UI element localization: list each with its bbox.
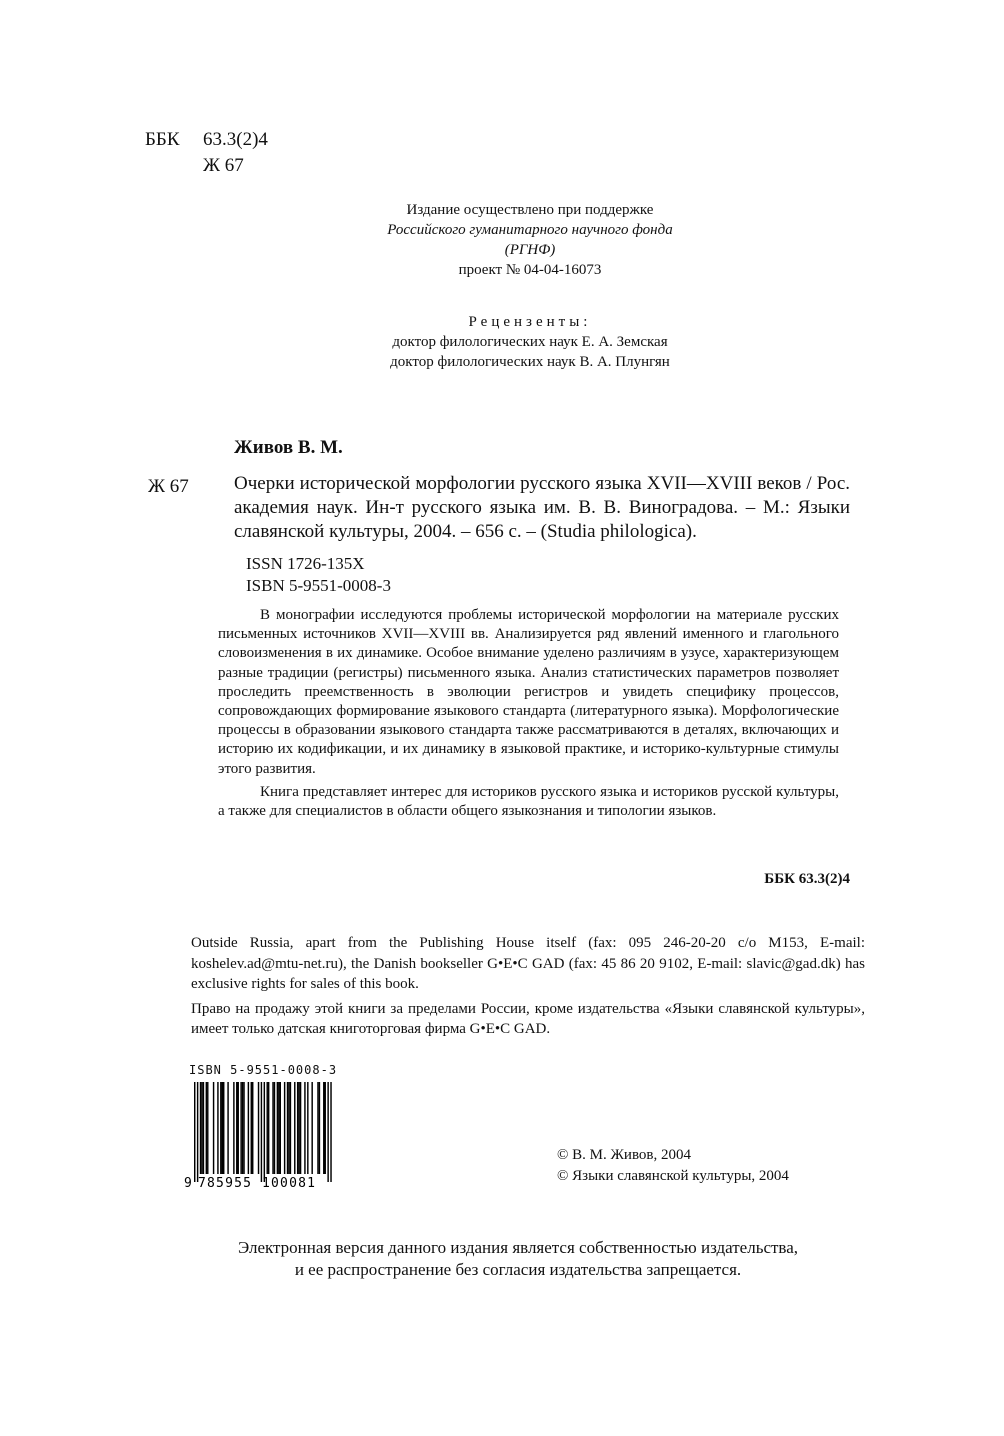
electronic-line-1: Электронная версия данного издания является собственностью издательства, (237, 1238, 799, 1257)
barcode-bar (236, 1082, 237, 1174)
issn: ISSN 1726-135X (246, 554, 365, 573)
barcode-left-digits: 785955 (198, 1176, 253, 1190)
electronic-version-notice (150, 1237, 886, 1281)
funding-foundation: Российского гуманитарного научного фонда (387, 222, 673, 238)
barcode-bar (222, 1082, 223, 1174)
barcode-bar (206, 1082, 207, 1174)
barcode-bar (240, 1082, 241, 1174)
barcode-bar (311, 1082, 312, 1174)
barcode-bar (294, 1082, 295, 1174)
abstract (218, 606, 839, 821)
author-sign-code: Ж 67 (203, 155, 244, 176)
isbn-barcode (183, 1064, 339, 1190)
barcode-bar (200, 1082, 201, 1174)
barcode-isbn-text: ISBN 5-9551-0008-3 (189, 1063, 338, 1077)
abstract-paragraph-2: Книга представляет интерес для историков русского языка и историков русской культуры, а также для специалистов в области общего языкознания и типологии языков. (218, 783, 839, 820)
identifiers (246, 553, 391, 597)
barcode-bar (323, 1082, 324, 1174)
barcode-bar (307, 1082, 308, 1174)
barcode-bar (288, 1082, 289, 1174)
barcode-bar (319, 1082, 320, 1174)
barcode-bar (201, 1082, 202, 1174)
barcode-bar (220, 1082, 221, 1174)
bbk-index-top (145, 127, 268, 179)
barcode-right-digits: 100081 (262, 1176, 317, 1190)
barcode-bar (290, 1082, 291, 1174)
rights-english: Outside Russia, apart from the Publishing House itself (fax: 095 246-20-20 c/o M153, E-mail: koshelev.ad@mtu-net.ru), the Danish bookseller G•E•C GAD (fax: 45 86 20 9102, E-mail: slavic@gad.dk) has exclusive rights for sales of this book. (191, 935, 865, 992)
barcode-bar (284, 1082, 285, 1174)
barcode-bar (268, 1082, 269, 1174)
bbk-code: 63.3(2)4 (203, 129, 268, 150)
copyright-publisher: © Языки славянской культуры, 2004 (557, 1168, 789, 1184)
barcode-bar (300, 1082, 301, 1174)
barcode-bar (223, 1082, 224, 1174)
rights-russian: Право на продажу этой книги за пределами России, кроме издательства «Языки славянской культуры», имеет только датская книготорговая фирма G•E•C GAD. (191, 1000, 865, 1037)
barcode-bars (194, 1082, 332, 1182)
reviewer-1: доктор филологических наук Е. А. Земская (392, 334, 668, 350)
abstract-paragraph-1: В монографии исследуются проблемы исторической морфологии на материале русских письменных источников XVII—XVIII вв. Анализируется ряд явлений именного и глагольного словоизменения в их динамике. Особое внимание уделено различиям в узусе, характеризующем разные традиции (регистры) письменного языка. Анализ статистических параметров позволяет проследить преемственность в эволюции регистров и увидеть специфику процессов, сопровождающих формирование языкового стандарта (литературного языка). Морфологические процессы в образовании языкового стандарта также рассматриваются в деталях, включающих и историю их кодификации, и их динамику в языковой практике, и историко-культурные стимулы этого развития. (218, 607, 839, 777)
barcode-guard-bar (327, 1082, 328, 1182)
bibliographic-description (234, 472, 850, 544)
barcode-bar (258, 1082, 259, 1174)
bib-text: Очерки исторической морфологии русского языка XVII—XVIII веков / Рос. академия наук. Ин-т русского языка им. В. В. Виноградова. – М.: Языки славянской культуры, 2004. – 656 с. – (Studia philologica). (234, 473, 850, 542)
copyright (557, 1145, 789, 1187)
bbk-label: ББК (145, 129, 180, 150)
barcode-bar (267, 1082, 268, 1174)
barcode-bar (298, 1082, 299, 1174)
barcode-guard-bar (194, 1082, 195, 1182)
barcode-bar (278, 1082, 279, 1174)
barcode-guard-bar (261, 1082, 262, 1182)
barcode-bar (238, 1082, 239, 1174)
reviewer-2: доктор филологических наук В. А. Плунгян (390, 354, 670, 370)
barcode-bar (252, 1082, 253, 1174)
funding-line-1: Издание осуществлено при поддержке (406, 202, 654, 218)
reviewers-heading: Рецензенты: (468, 314, 592, 330)
barcode-bar (280, 1082, 281, 1174)
barcode-bar (287, 1082, 288, 1174)
barcode-first-digit: 9 (184, 1176, 192, 1190)
barcode-guard-bar (197, 1082, 198, 1182)
barcode-bar (325, 1082, 326, 1174)
barcode-bar (213, 1082, 214, 1174)
funding-note (300, 200, 760, 280)
barcode-bar (233, 1082, 234, 1174)
barcode-guard-bar (330, 1082, 331, 1182)
funding-abbrev: (РГНФ) (504, 242, 556, 258)
barcode-bar (317, 1082, 318, 1174)
barcode-bar (272, 1082, 273, 1174)
bbk-index-bottom: ББК 63.3(2)4 (764, 871, 850, 887)
barcode-bar (274, 1082, 275, 1174)
barcode-bar (207, 1082, 208, 1174)
barcode-bar (297, 1082, 298, 1174)
barcode-guard-bar (264, 1082, 265, 1182)
barcode-bar (277, 1082, 278, 1174)
index-code: Ж 67 (148, 476, 189, 497)
barcode-bar (217, 1082, 218, 1174)
barcode-bar (251, 1082, 252, 1174)
barcode-bar (203, 1082, 204, 1174)
electronic-line-2: и ее распространение без согласия издательства запрещается. (294, 1260, 742, 1279)
barcode-bar (304, 1082, 305, 1174)
copyright-author: © В. М. Живов, 2004 (557, 1147, 692, 1163)
author-heading: Живов В. М. (234, 437, 343, 458)
reviewers (300, 312, 760, 372)
barcode-bar (243, 1082, 244, 1174)
barcode-bar (248, 1082, 249, 1174)
barcode-bar (242, 1082, 243, 1174)
sales-rights (191, 933, 865, 1040)
barcode-bar (227, 1082, 228, 1174)
funding-project: проект № 04-04-16073 (458, 262, 602, 278)
isbn: ISBN 5-9551-0008-3 (246, 576, 391, 595)
